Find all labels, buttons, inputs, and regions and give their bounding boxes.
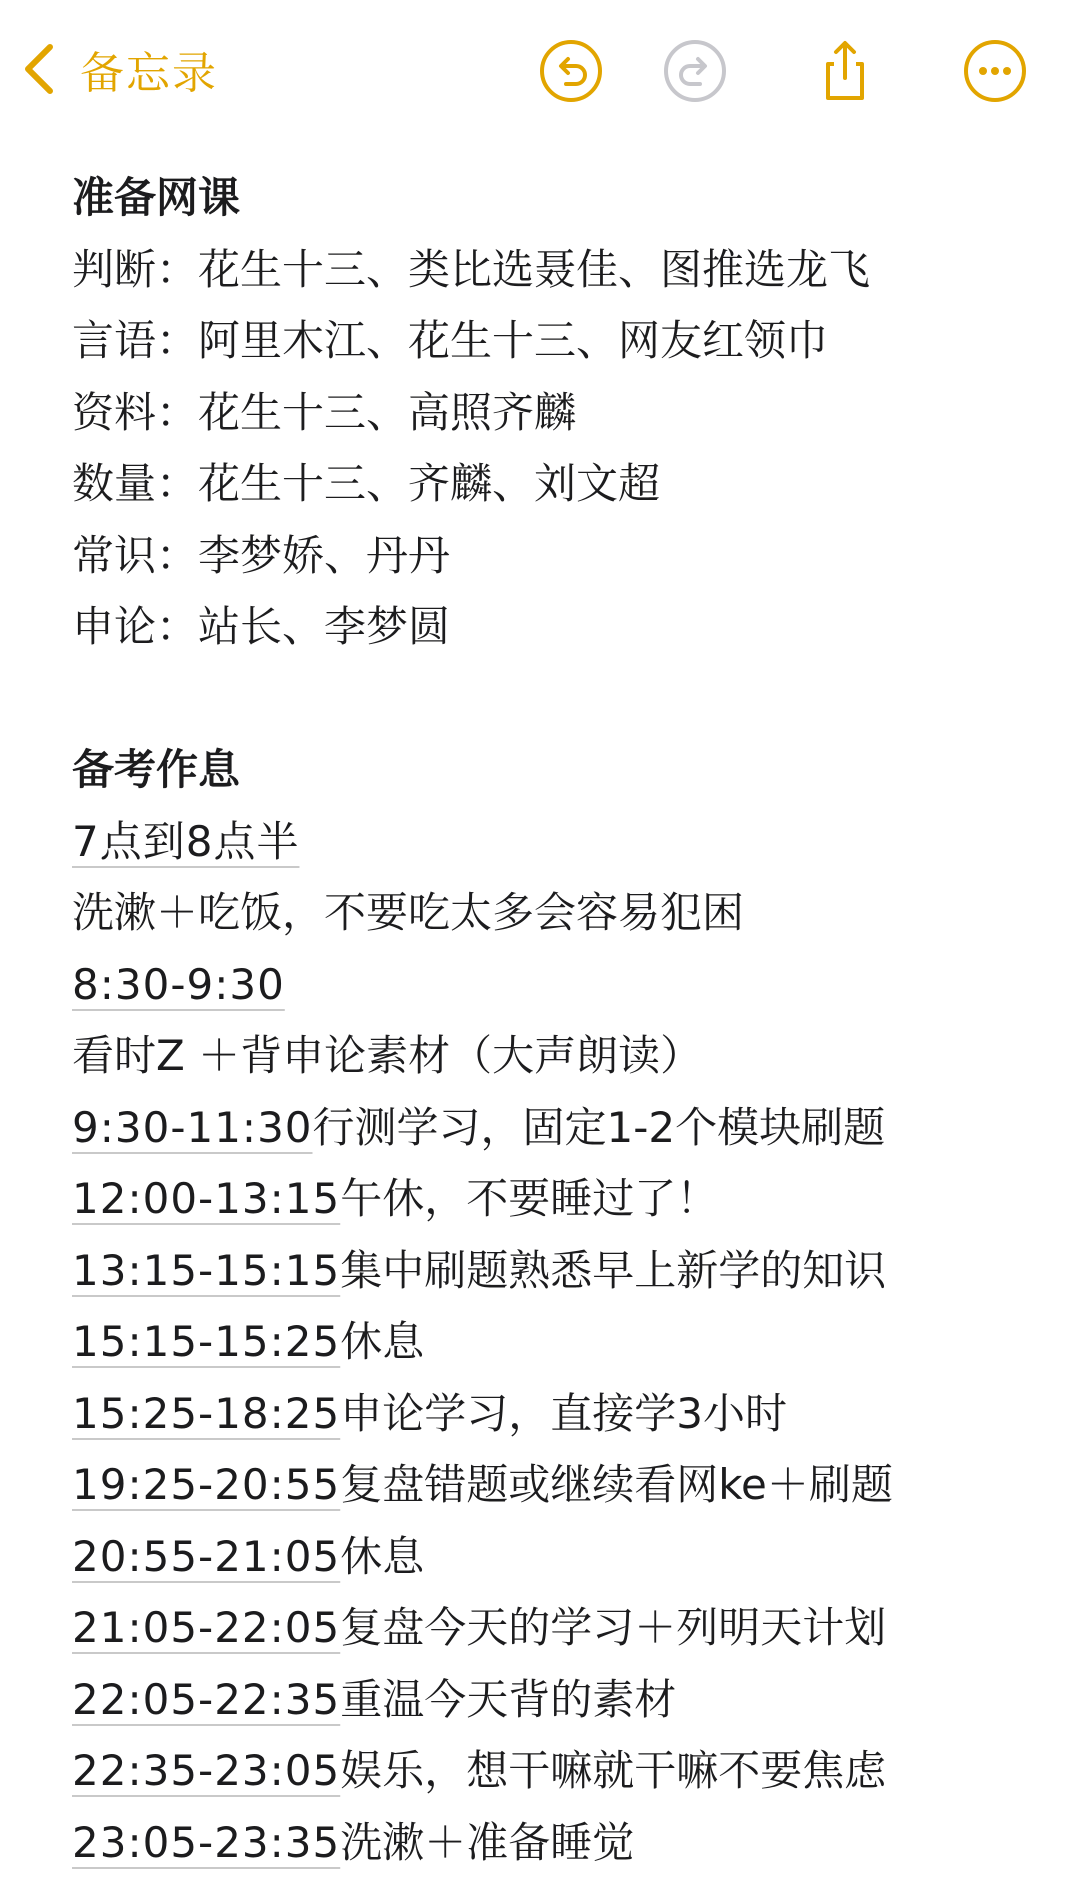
share-button[interactable] (812, 38, 878, 104)
schedule-text: 洗漱＋吃饭，不要吃太多会容易犯困 (72, 888, 745, 937)
section-title-courses: 准备网课 (72, 173, 241, 222)
schedule-time: 13:15-15:15 (72, 1245, 341, 1295)
schedule-time: 23:05-23:35 (72, 1817, 341, 1867)
schedule-time: 12:00-13:15 (72, 1174, 341, 1223)
schedule-text: 休息 (340, 1531, 425, 1581)
schedule-time: 15:25-18:25 (72, 1388, 341, 1438)
schedule-time: 19:25-20:55 (72, 1460, 341, 1509)
more-button[interactable] (962, 38, 1028, 104)
schedule-time: 22:35-23:05 (72, 1746, 341, 1795)
back-button[interactable] (20, 34, 218, 104)
schedule-item (72, 1092, 1032, 1164)
schedule-time: 20:55-21:05 (72, 1531, 341, 1581)
schedule-list (72, 806, 1032, 1879)
schedule-text: 复盘错题或继续看网ke＋刷题 (340, 1460, 893, 1509)
schedule-item (72, 1306, 1032, 1378)
section-title-schedule: 备考作息 (72, 745, 241, 794)
schedule-time: 7点到8点半 (72, 816, 300, 866)
schedule-time: 15:15-15:25 (72, 1317, 341, 1366)
schedule-item (72, 1807, 1032, 1879)
more-icon (962, 38, 1028, 104)
schedule-item (72, 806, 1032, 878)
schedule-item (72, 1163, 1032, 1235)
schedule-item (72, 1521, 1032, 1593)
schedule-text: 休息 (340, 1317, 425, 1366)
schedule-text: 申论学习，直接学3小时 (340, 1388, 787, 1438)
redo-icon (662, 38, 728, 104)
course-line: 言语：阿里木江、花生十三、网友红领巾 (72, 316, 829, 365)
schedule-text: 午休，不要睡过了！ (340, 1174, 719, 1223)
navigation-bar (0, 0, 1080, 140)
undo-button[interactable] (538, 38, 604, 104)
schedule-time: 9:30-11:30 (72, 1102, 313, 1152)
course-line: 判断：花生十三、类比选聂佳、图推选龙飞 (72, 244, 871, 294)
schedule-time: 21:05-22:05 (72, 1603, 341, 1652)
schedule-text: 洗漱＋准备睡觉 (340, 1817, 635, 1867)
schedule-item (72, 1592, 1032, 1664)
course-list (72, 234, 1032, 663)
schedule-item (72, 1378, 1032, 1450)
schedule-time: 8:30-9:30 (72, 959, 285, 1009)
schedule-text: 娱乐，想干嘛就干嘛不要焦虑 (340, 1746, 887, 1795)
back-label: 备忘录 (80, 48, 218, 99)
schedule-time: 22:05-22:35 (72, 1674, 341, 1724)
blank-line (72, 663, 1032, 735)
schedule-text: 集中刷题熟悉早上新学的知识 (340, 1245, 887, 1295)
course-line: 资料：花生十三、高照齐麟 (72, 387, 577, 437)
course-line: 申论：站长、李梦圆 (72, 602, 451, 651)
schedule-text: 复盘今天的学习＋列明天计划 (340, 1603, 887, 1652)
schedule-text: 看时Z ＋背申论素材（大声朗读） (72, 1031, 703, 1080)
chevron-left-icon (20, 39, 60, 99)
share-icon (812, 38, 878, 104)
schedule-text: 重温今天背的素材 (340, 1674, 677, 1724)
schedule-item (72, 1235, 1032, 1307)
undo-icon (538, 38, 604, 104)
schedule-text: 行测学习，固定1-2个模块刷题 (312, 1102, 886, 1152)
schedule-item (72, 877, 1032, 949)
redo-button[interactable] (662, 38, 728, 104)
schedule-item (72, 1664, 1032, 1736)
schedule-item (72, 1735, 1032, 1807)
schedule-item (72, 1449, 1032, 1521)
schedule-item (72, 1020, 1032, 1092)
schedule-item (72, 949, 1032, 1021)
course-line: 常识：李梦娇、丹丹 (72, 530, 451, 580)
note-body[interactable] (72, 162, 1032, 1878)
course-line: 数量：花生十三、齐麟、刘文超 (72, 459, 661, 508)
